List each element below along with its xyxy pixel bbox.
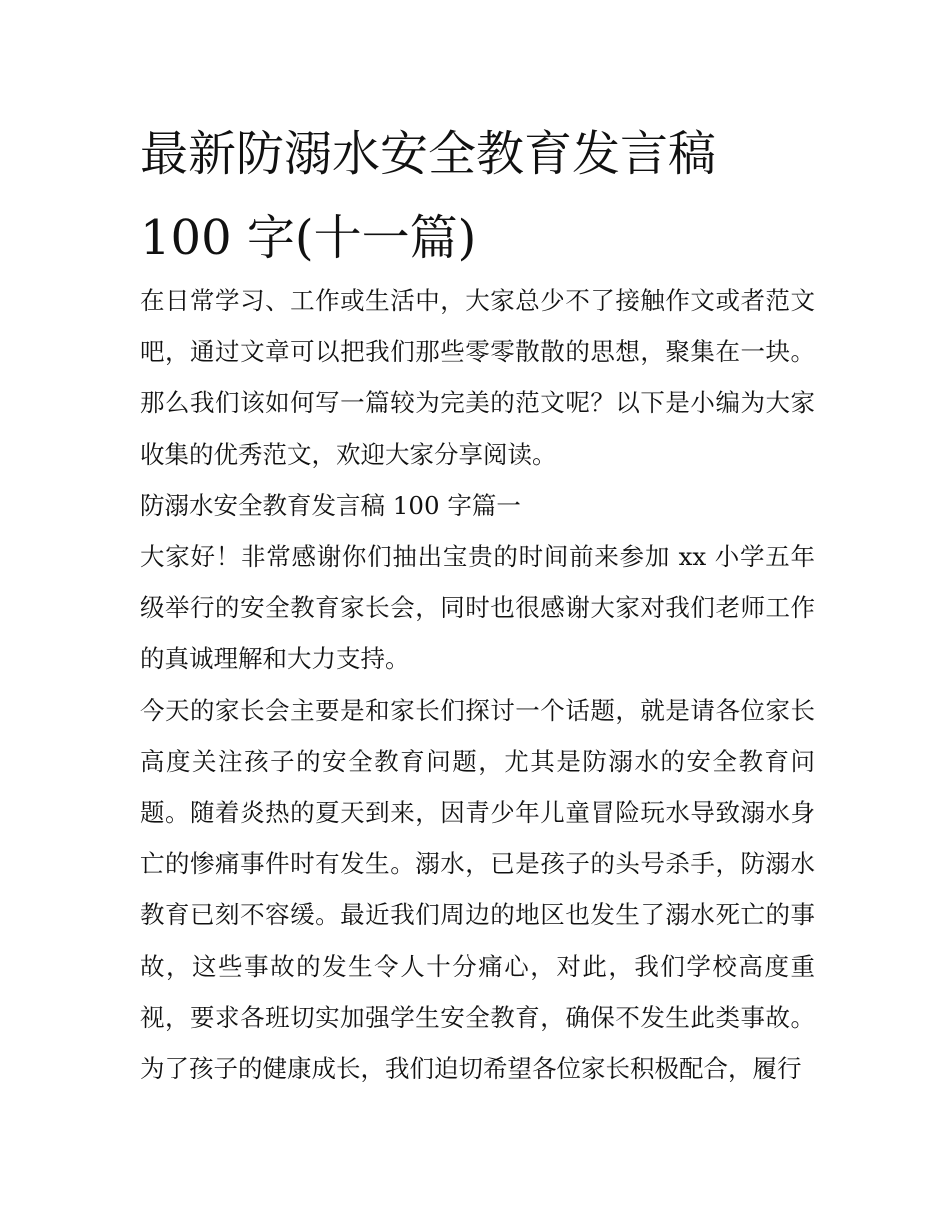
intro-paragraph: 在日常学习、工作或生活中，大家总少不了接触作文或者范文吧，通过文章可以把我们那些零零散散的思想，聚集在一块。那么我们该如何写一篇较为完美的范文呢？以下是小编为大家收集的优秀范文，欢迎大家分享阅读。: [140, 286, 815, 469]
document-title: [140, 112, 820, 280]
title-line-1: 最新防溺水安全教育发言稿: [140, 126, 717, 182]
section-heading: 防溺水安全教育发言稿 100 字篇一: [140, 490, 521, 520]
body-paragraph: 大家好！非常感谢你们抽出宝贵的时间前来参加 xx 小学五年级举行的安全教育家长会，同时也很感谢大家对我们老师工作的真诚理解和大力支持。: [140, 542, 815, 674]
title-line-2: 100 字(十一篇): [140, 210, 477, 266]
body-paragraph: 今天的家长会主要是和家长们探讨一个话题，就是请各位家长高度关注孩子的安全教育问题，尤其是防溺水的安全教育问题。随着炎热的夏天到来，因青少年儿童冒险玩水导致溺水身亡的惨痛事件时有发生。溺水，已是孩子的头号杀手，防溺水教育已刻不容缓。最近我们周边的地区也发生了溺水死亡的事故，这些事故的发生令人十分痛心，对此，我们学校高度重视，要求各班切实加强学生安全教育，确保不发生此类事故。为了孩子的健康成长，我们迫切希望各位家长积极配合，履行: [140, 695, 815, 1084]
document-body: [140, 275, 815, 1094]
